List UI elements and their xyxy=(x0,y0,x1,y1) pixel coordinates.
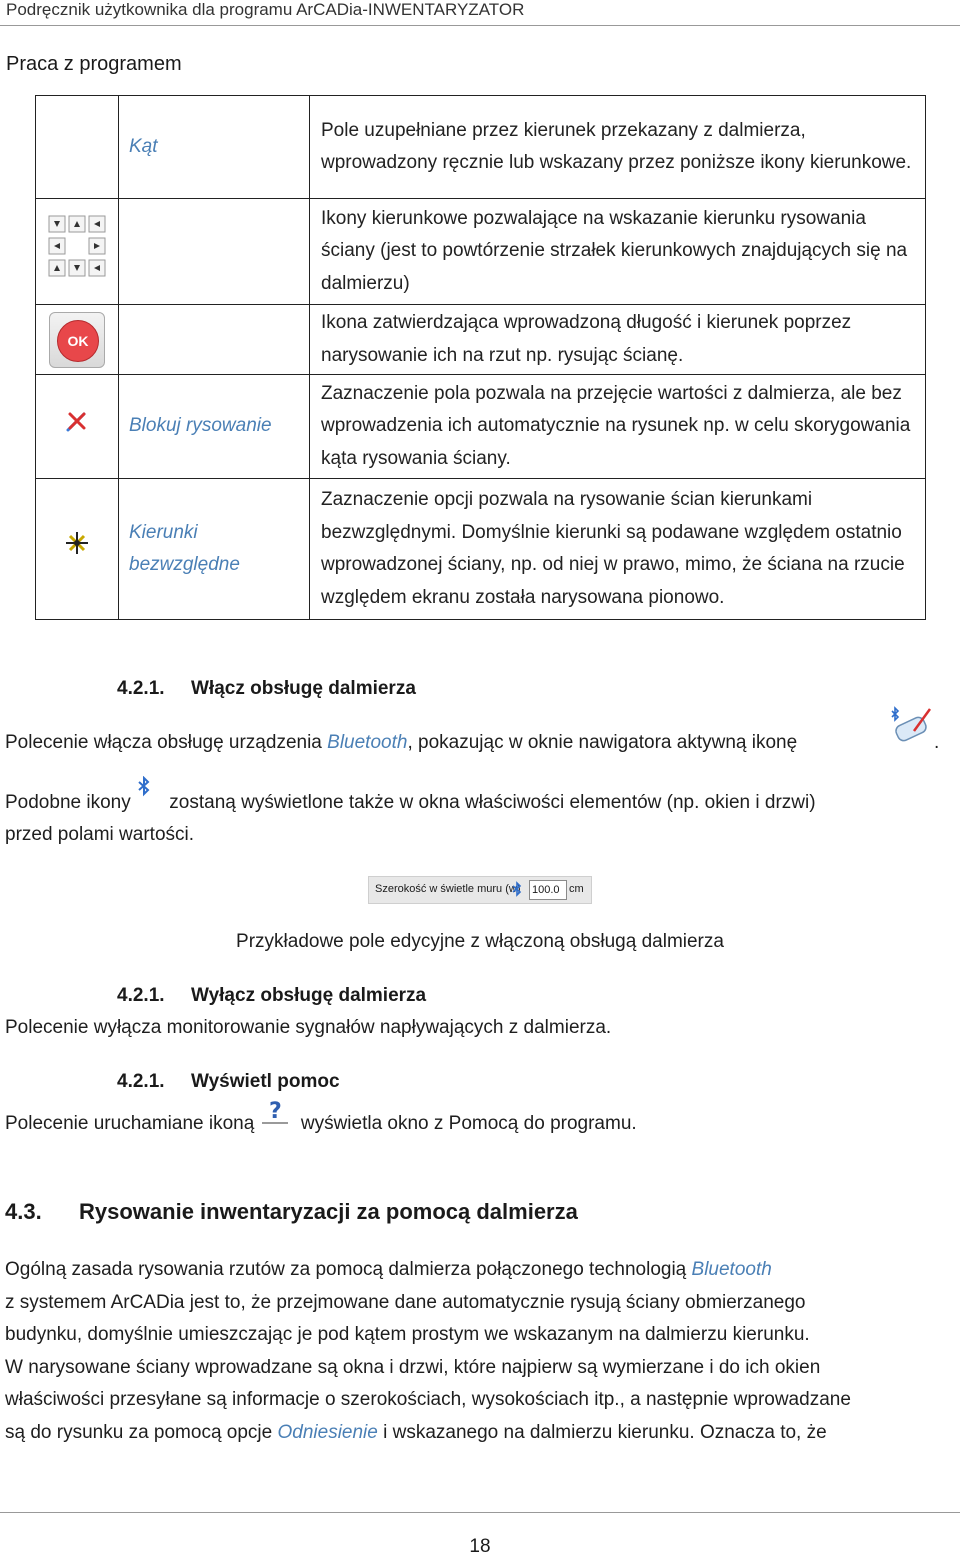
table-name-cell: Blokuj rysowanie xyxy=(119,375,310,479)
text: Polecenie włącza obsługę urządzenia xyxy=(5,732,328,753)
field-label: Szerokość w świetle muru (w) xyxy=(375,883,521,895)
subsection-heading-help xyxy=(117,1070,340,1094)
direction-arrows-icon[interactable] xyxy=(47,214,107,278)
text: Podobne ikony xyxy=(5,791,131,813)
text-line xyxy=(5,1417,955,1450)
link-bluetooth: Bluetooth xyxy=(691,1259,772,1280)
help-icon[interactable] xyxy=(260,1099,296,1144)
table-desc-cell: Zaznaczenie pola pozwala na przejęcie wartości z dalmierza, ale bez wprowadzenia ich automatycznie na rysunek np. w celu skorygowania kąta rysowania ściany. xyxy=(310,375,926,479)
header-divider xyxy=(0,25,960,26)
text-line: właściwości przesyłane są informacje o szerokościach, wysokościach itp., a następnie wprowadzane xyxy=(5,1389,851,1410)
svg-text:?: ? xyxy=(268,1099,282,1124)
sentence-period: . xyxy=(934,732,940,753)
footer-divider xyxy=(0,1512,960,1513)
text-line: W narysowane ściany wprowadzane są okna i drzwi, które najpierw są wymierzane i do ich okien xyxy=(5,1356,821,1378)
table-icon-cell xyxy=(36,96,119,199)
table-icon-cell xyxy=(36,375,119,479)
subsection-heading-enable xyxy=(117,677,416,701)
table-row xyxy=(36,479,926,620)
field-unit: cm xyxy=(569,883,584,895)
bluetooth-device-icon[interactable] xyxy=(886,705,934,749)
table-icon-cell xyxy=(36,199,119,305)
page-number: 18 xyxy=(469,1536,491,1557)
table-row xyxy=(36,305,926,375)
text: zostaną wyświetlone także w okna właściwości elementów (np. okien i drzwi) xyxy=(169,791,816,813)
table-name-cell xyxy=(119,305,310,375)
section-heading-4-3 xyxy=(5,1198,578,1226)
table-name-cell: Kierunki bezwzględne xyxy=(119,479,310,620)
heading-number: 4.2.1. xyxy=(117,678,165,699)
sample-edit-field xyxy=(368,876,592,904)
paragraph xyxy=(5,786,960,820)
text: , pokazując w oknie nawigatora aktywną ikonę xyxy=(407,732,798,753)
table-row xyxy=(36,375,926,479)
table-icon-cell xyxy=(36,305,119,375)
link-odniesienie: Odniesienie xyxy=(277,1421,378,1443)
paragraph-continuation: przed polami wartości. xyxy=(5,824,195,845)
table-name-cell: Kąt xyxy=(119,96,310,199)
table-row xyxy=(36,96,926,199)
table-desc-cell: Ikony kierunkowe pozwalające na wskazanie kierunku rysowania ściany (jest to powtórzenie strzałek kierunkowych znajdujących się na dalmierzu) xyxy=(310,199,926,305)
heading-text: Włącz obsługę dalmierza xyxy=(191,678,416,699)
bluetooth-field-icon xyxy=(509,881,525,897)
body-paragraph xyxy=(5,1254,955,1449)
section-title: Praca z programem xyxy=(6,53,182,75)
table-row xyxy=(36,199,926,305)
text: i wskazanego na dalmierzu kierunku. Oznacza to, że xyxy=(377,1421,827,1443)
features-table xyxy=(35,95,926,620)
heading-text: Rysowanie inwentaryzacji za pomocą dalmierza xyxy=(79,1199,578,1224)
paragraph: Polecenie wyłącza monitorowanie sygnałów napływających z dalmierza. xyxy=(5,1017,612,1038)
ok-button[interactable] xyxy=(49,312,105,368)
table-desc-cell: Pole uzupełniane przez kierunek przekazany z dalmierza, wprowadzony ręcznie lub wskazany przez poniższe ikony kierunkowe. xyxy=(310,96,926,199)
figure-caption: Przykładowe pole edycyjne z włączoną obsługą dalmierza xyxy=(236,931,724,952)
text-line xyxy=(5,1254,955,1287)
ok-icon: OK xyxy=(57,320,99,362)
lock-drawing-icon[interactable] xyxy=(64,408,90,434)
heading-text: Wyświetl pomoc xyxy=(191,1071,340,1092)
text: wyświetla okno z Pomocą do programu. xyxy=(300,1112,637,1134)
heading-number: 4.3. xyxy=(5,1199,42,1224)
text: są do rysunku za pomocą opcje xyxy=(5,1421,278,1443)
absolute-directions-icon[interactable] xyxy=(64,530,90,556)
text-line: z systemem ArCADia jest to, że przejmowane dane automatycznie rysują ściany obmierzanego xyxy=(5,1291,806,1313)
paragraph xyxy=(5,727,960,760)
link-bluetooth: Bluetooth xyxy=(327,732,408,753)
text-line: budynku, domyślnie umieszczając je pod kątem prostym we wskazanym na dalmierzu kierunku. xyxy=(5,1324,810,1345)
text: Polecenie uruchamiane ikoną xyxy=(5,1112,255,1134)
heading-text: Wyłącz obsługę dalmierza xyxy=(191,985,427,1006)
heading-number: 4.2.1. xyxy=(117,1071,165,1092)
table-icon-cell xyxy=(36,479,119,620)
subsection-heading-disable xyxy=(117,984,426,1008)
document-header-title: Podręcznik użytkownika dla programu ArCADia-INWENTARYZATOR xyxy=(6,0,525,19)
bluetooth-small-icon xyxy=(136,786,164,820)
table-name-cell xyxy=(119,199,310,305)
table-desc-cell: Zaznaczenie opcji pozwala na rysowanie ścian kierunkami bezwzględnymi. Domyślnie kierunki są podawane względem ostatnio wprowadzonej ściany, np. od niej w prawo, mimo, że ściana na rzucie względem ekranu została narysowana pionowo. xyxy=(310,479,926,620)
table-desc-cell: Ikona zatwierdzająca wprowadzoną długość i kierunek poprzez narysowanie ich na rzut np. rysując ścianę. xyxy=(310,305,926,375)
paragraph xyxy=(5,1099,637,1144)
field-value-input[interactable]: 100.0 xyxy=(529,880,567,900)
text: Ogólną zasada rysowania rzutów za pomocą dalmierza połączonego technologią xyxy=(5,1259,692,1280)
heading-number: 4.2.1. xyxy=(117,985,165,1006)
